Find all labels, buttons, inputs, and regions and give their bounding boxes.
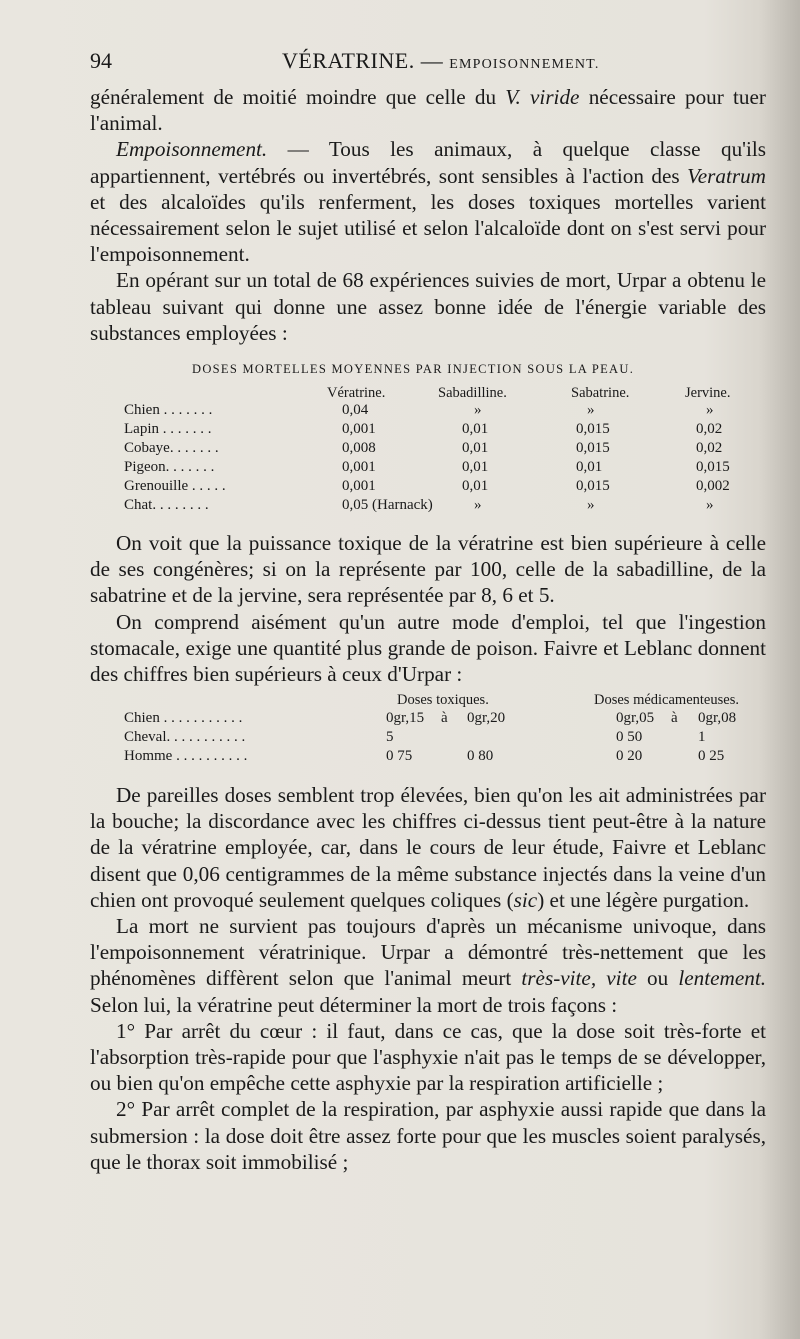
table2-cell: 0 75: [386, 748, 413, 764]
table1-row-animal: Pigeon. . . . . . .: [124, 459, 215, 475]
table1-cell: 0,02: [696, 440, 723, 456]
p7-text-e: Selon lui, la vératrine peut déterminer la mort de trois façons :: [90, 992, 618, 1017]
table1-cell: 0,015: [576, 440, 610, 456]
table2-row-animal: Chien . . . . . . . . . . .: [124, 710, 243, 726]
p6-text-c: ) et une légère purgation.: [537, 887, 750, 912]
table1-col-veratrine: Vératrine.: [327, 385, 386, 401]
table1-col-sabatrine: Sabatrine.: [571, 385, 630, 401]
p1-text-c: nécessaire pour tuer l'animal.: [90, 85, 766, 136]
p1-text-italic: V. viride: [505, 85, 580, 109]
table1-row-animal: Lapin . . . . . . .: [124, 421, 212, 437]
p2-text-c: et des alcaloïdes qu'ils renferment, les doses toxiques mortelles varient nécessairement selon le sujet utilisé et selon l'alcaloïde dont on s'est servi pour l'empoisonnement.: [90, 189, 766, 267]
header-subtitle: EMPOISONNEMENT.: [449, 57, 600, 72]
paragraph-3: En opérant sur un total de 68 expériences suivies de mort, Urpar a obtenu le tableau suivant qui donne une assez bonne idée de l'énergie variable des substances employées :: [90, 268, 766, 345]
table1-cell: »: [474, 497, 482, 513]
table1-cell: 0,001: [342, 478, 376, 494]
table1-col-sabadilline: Sabadilline.: [438, 385, 507, 401]
table1-title: DOSES MORTELLES MOYENNES PAR INJECTION SOUS LA PEAU.: [192, 362, 635, 376]
table2-cell: 0gr,05: [616, 710, 655, 726]
paragraph-4: On voit que la puissance toxique de la vératrine est bien supérieure à celle de ses congénères; si on la représente par 100, celle de la sabadilline, de la sabatrine et de la jervine, sera représentée par 8, 6 et 5.: [90, 531, 766, 608]
paragraph-5: On comprend aisément qu'un autre mode d'emploi, tel que l'ingestion stomacale, exige une quantité plus grande de poison. Faivre et Leblanc donnent des chiffres bien supérieurs à ceux d'Urpar :: [90, 609, 766, 687]
table2-cell: 0gr,15: [386, 710, 425, 726]
p1-text-a: généralement de moitié moindre que celle du: [90, 85, 506, 109]
table1-cell: 0,015: [576, 478, 610, 494]
table1-cell: 0,04: [342, 402, 369, 418]
table2-col-medical: Doses médicamenteuses.: [594, 692, 739, 708]
table1-cell: »: [706, 497, 714, 513]
table1-cell: 0,001: [342, 421, 376, 437]
p7-text-c: ou: [636, 966, 679, 991]
table2-cell: 0gr,08: [698, 710, 737, 726]
table1-cell: 0,008: [342, 440, 376, 456]
table1-cell: 0,015: [696, 459, 730, 475]
paragraph-9: 2° Par arrêt complet de la respiration, par asphyxie aussi rapide que dans la submersion : la dose doit être assez forte pour que les muscles soient paralysés, que le thorax soit immobilisé ;: [90, 1097, 766, 1174]
p7-text-italic-2: lentement.: [678, 966, 767, 991]
table1-cell: »: [706, 402, 714, 418]
paragraph-8: 1° Par arrêt du cœur : il faut, dans ce cas, que la dose soit très-forte et l'absorption très-rapide pour que l'asphyxie n'ait pas le temps de se développer, ou bien qu'on empêche cette asphyxie par la respiration artificielle ;: [90, 1018, 766, 1096]
table1-cell: 0,015: [576, 421, 610, 437]
table1-cell: 0,01: [462, 440, 489, 456]
table2-cell: 0 50: [616, 729, 643, 745]
table1-cell: 0,001: [342, 459, 376, 475]
table2-cell: à: [441, 710, 448, 726]
table1-cell: 0,05 (Harnack): [342, 497, 433, 513]
table1-row-animal: Grenouille . . . . .: [124, 478, 226, 494]
paragraph-6: [90, 782, 766, 913]
table1-cell: »: [474, 402, 482, 418]
table1-row-animal: Cobaye. . . . . . .: [124, 440, 219, 456]
p7-text-a: La mort ne survient pas toujours d'après un mécanisme univoque, dans l'empoisonnement vératrinique. Urpar a démontré très-nettement que les phénomènes diffèrent selon que l'animal meurt: [90, 914, 766, 991]
table1-cell: 0,01: [576, 459, 603, 475]
table2-cell: 1: [698, 729, 706, 745]
table1-col-jervine: Jervine.: [685, 385, 731, 401]
p6-text-italic: sic: [513, 887, 538, 912]
p2-text-a: — Tous les animaux, à quelque classe qu'ils appartiennent, vertébrés ou invertébrés, sont sensibles à l'action des: [90, 137, 766, 188]
table2-cell: 0gr,20: [467, 710, 506, 726]
table2-cell: à: [671, 710, 678, 726]
p2-text-italic: Veratrum: [687, 163, 766, 188]
table2-row-animal: Cheval. . . . . . . . . . .: [124, 729, 246, 745]
page-number: 94: [90, 48, 112, 73]
section-title-empoisonnement: Empoisonnement.: [116, 137, 268, 162]
table2-cell: 0 25: [698, 748, 725, 764]
table1-cell: »: [587, 497, 595, 513]
header-title-main: VÉRATRINE. —: [282, 48, 444, 73]
table2-cell: 0 20: [616, 748, 643, 764]
p6-text-a: De pareilles doses semblent trop élevées, bien qu'on les ait administrées par la bouche; la discordance avec les chiffres ci-dessus tient peut-être à la nature de la vératrine employée, car, dans le cours de leur étude, Faivre et Leblanc disent que 0,06 centigrammes de la même substance injectés dans la veine d'un chien ont provoqué seulement quelques coliques (: [90, 783, 766, 912]
table1-cell: 0,002: [696, 478, 730, 494]
paragraph-7: [90, 913, 766, 1018]
table2-cell: 0 80: [467, 748, 494, 764]
table1-cell: 0,02: [696, 421, 723, 437]
table2-col-toxic: Doses toxiques.: [397, 692, 489, 708]
table1-cell: 0,01: [462, 478, 489, 494]
p7-text-italic-1: très-vite, vite: [521, 966, 637, 991]
table2-cell: 5: [386, 729, 394, 745]
table1-cell: 0,01: [462, 459, 489, 475]
table1-row-animal: Chat. . . . . . . .: [124, 497, 209, 513]
text-block-bottom: [90, 782, 766, 1175]
table2-row-animal: Homme . . . . . . . . . .: [124, 748, 248, 764]
table1-cell: 0,01: [462, 421, 489, 437]
table1-cell: »: [587, 402, 595, 418]
table1-row-animal: Chien . . . . . . .: [124, 402, 213, 418]
